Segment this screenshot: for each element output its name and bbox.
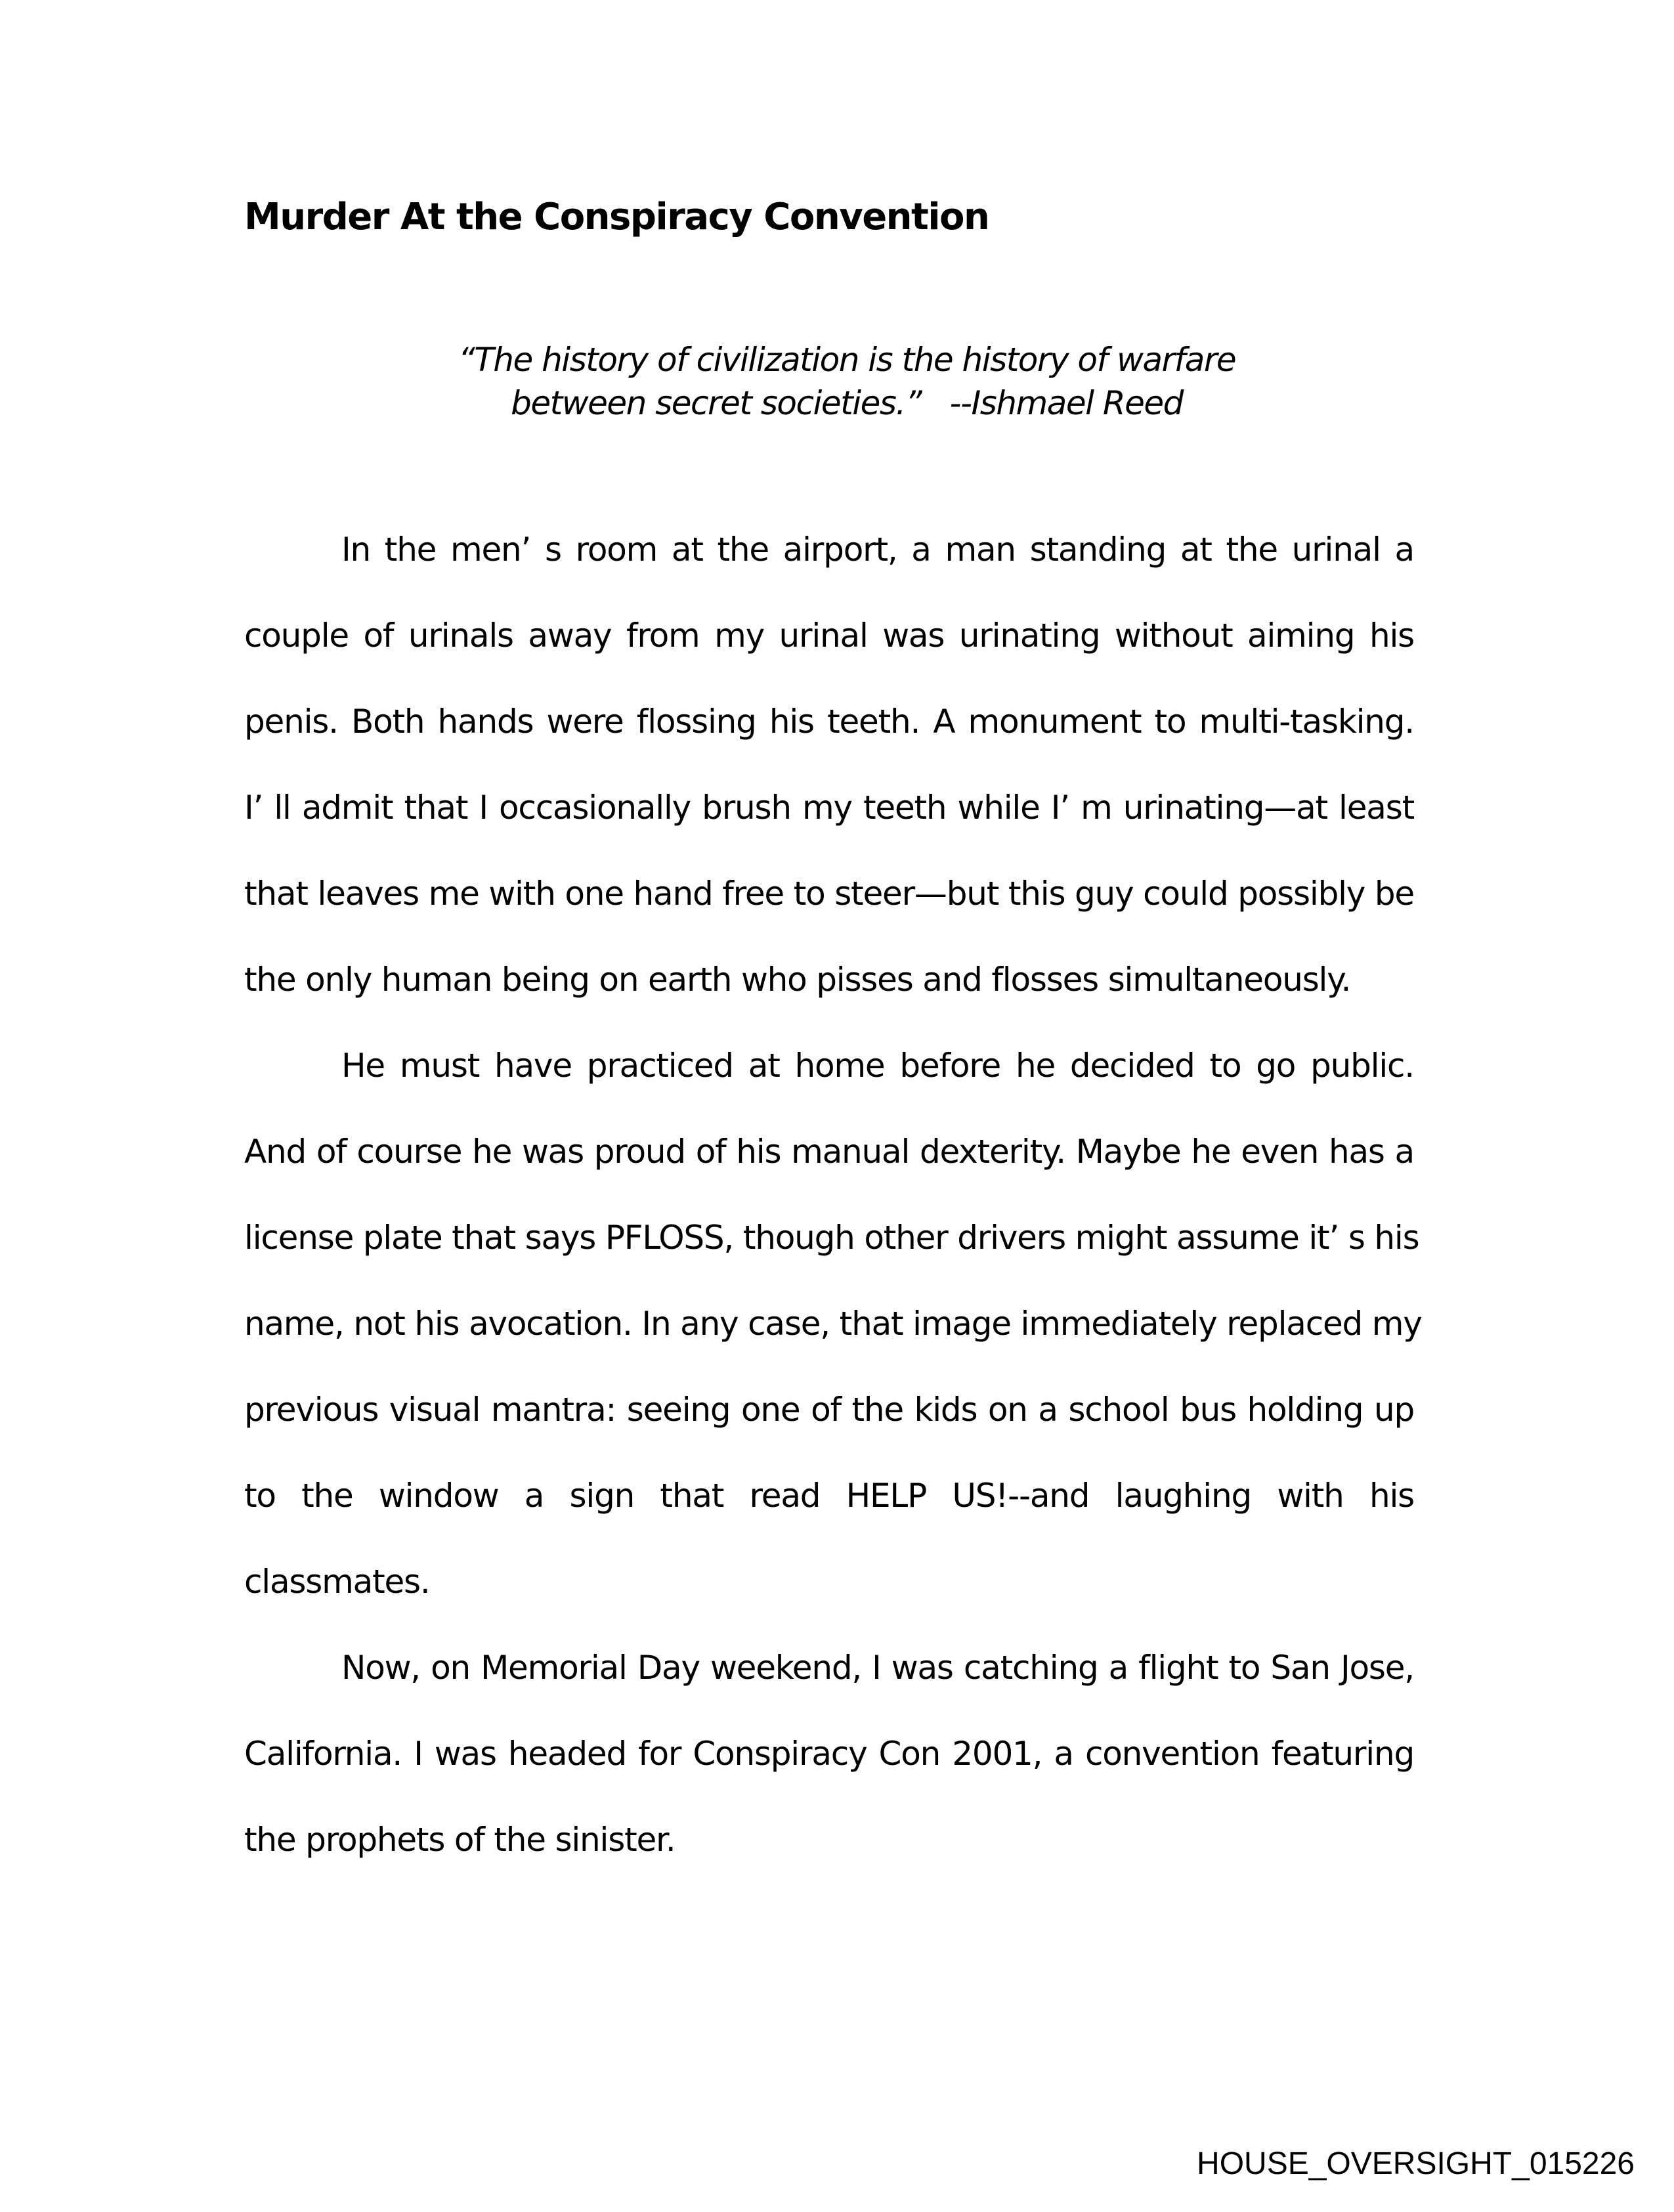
- document-title: Murder At the Conspiracy Convention: [244, 196, 989, 238]
- bates-stamp: HOUSE_OVERSIGHT_015226: [1197, 2146, 1635, 2181]
- body-line: to the window a sign that read HELP US!--and laughing with his: [244, 1477, 1414, 1515]
- body-line: In the men’ s room at the airport, a man standing at the urinal a: [341, 531, 1414, 569]
- body-line: I’ ll admit that I occasionally brush my teeth while I’ m urinating—at least: [244, 789, 1414, 827]
- body-line: penis. Both hands were flossing his teeth. A monument to multi-tasking.: [244, 703, 1414, 741]
- epigraph-quote: [368, 338, 1326, 425]
- body-line: the prophets of the sinister.: [244, 1821, 676, 1859]
- body-line: He must have practiced at home before he decided to go public.: [341, 1047, 1414, 1085]
- body-line: Now, on Memorial Day weekend, I was catching a flight to San Jose,: [341, 1649, 1414, 1687]
- body-line: name, not his avocation. In any case, that image immediately replaced my: [244, 1305, 1422, 1343]
- body-line: license plate that says PFLOSS, though other drivers might assume it’ s his: [244, 1219, 1419, 1257]
- body-line: couple of urinals away from my urinal was urinating without aiming his: [244, 617, 1414, 655]
- body-line: California. I was headed for Conspiracy Con 2001, a convention featuring: [244, 1735, 1414, 1773]
- body-line: previous visual mantra: seeing one of the kids on a school bus holding up: [244, 1391, 1414, 1429]
- epigraph-line: “The history of civilization is the history of warfare: [458, 341, 1236, 379]
- document-body: [244, 507, 1422, 1883]
- body-line: And of course he was proud of his manual dexterity. Maybe he even has a: [244, 1133, 1414, 1171]
- body-line: the only human being on earth who pisses and flosses simultaneously.: [244, 961, 1351, 999]
- epigraph-line: between secret societies.” --Ishmael Reed: [511, 384, 1183, 422]
- body-line: classmates.: [244, 1563, 430, 1601]
- body-line: that leaves me with one hand free to steer—but this guy could possibly be: [244, 875, 1414, 913]
